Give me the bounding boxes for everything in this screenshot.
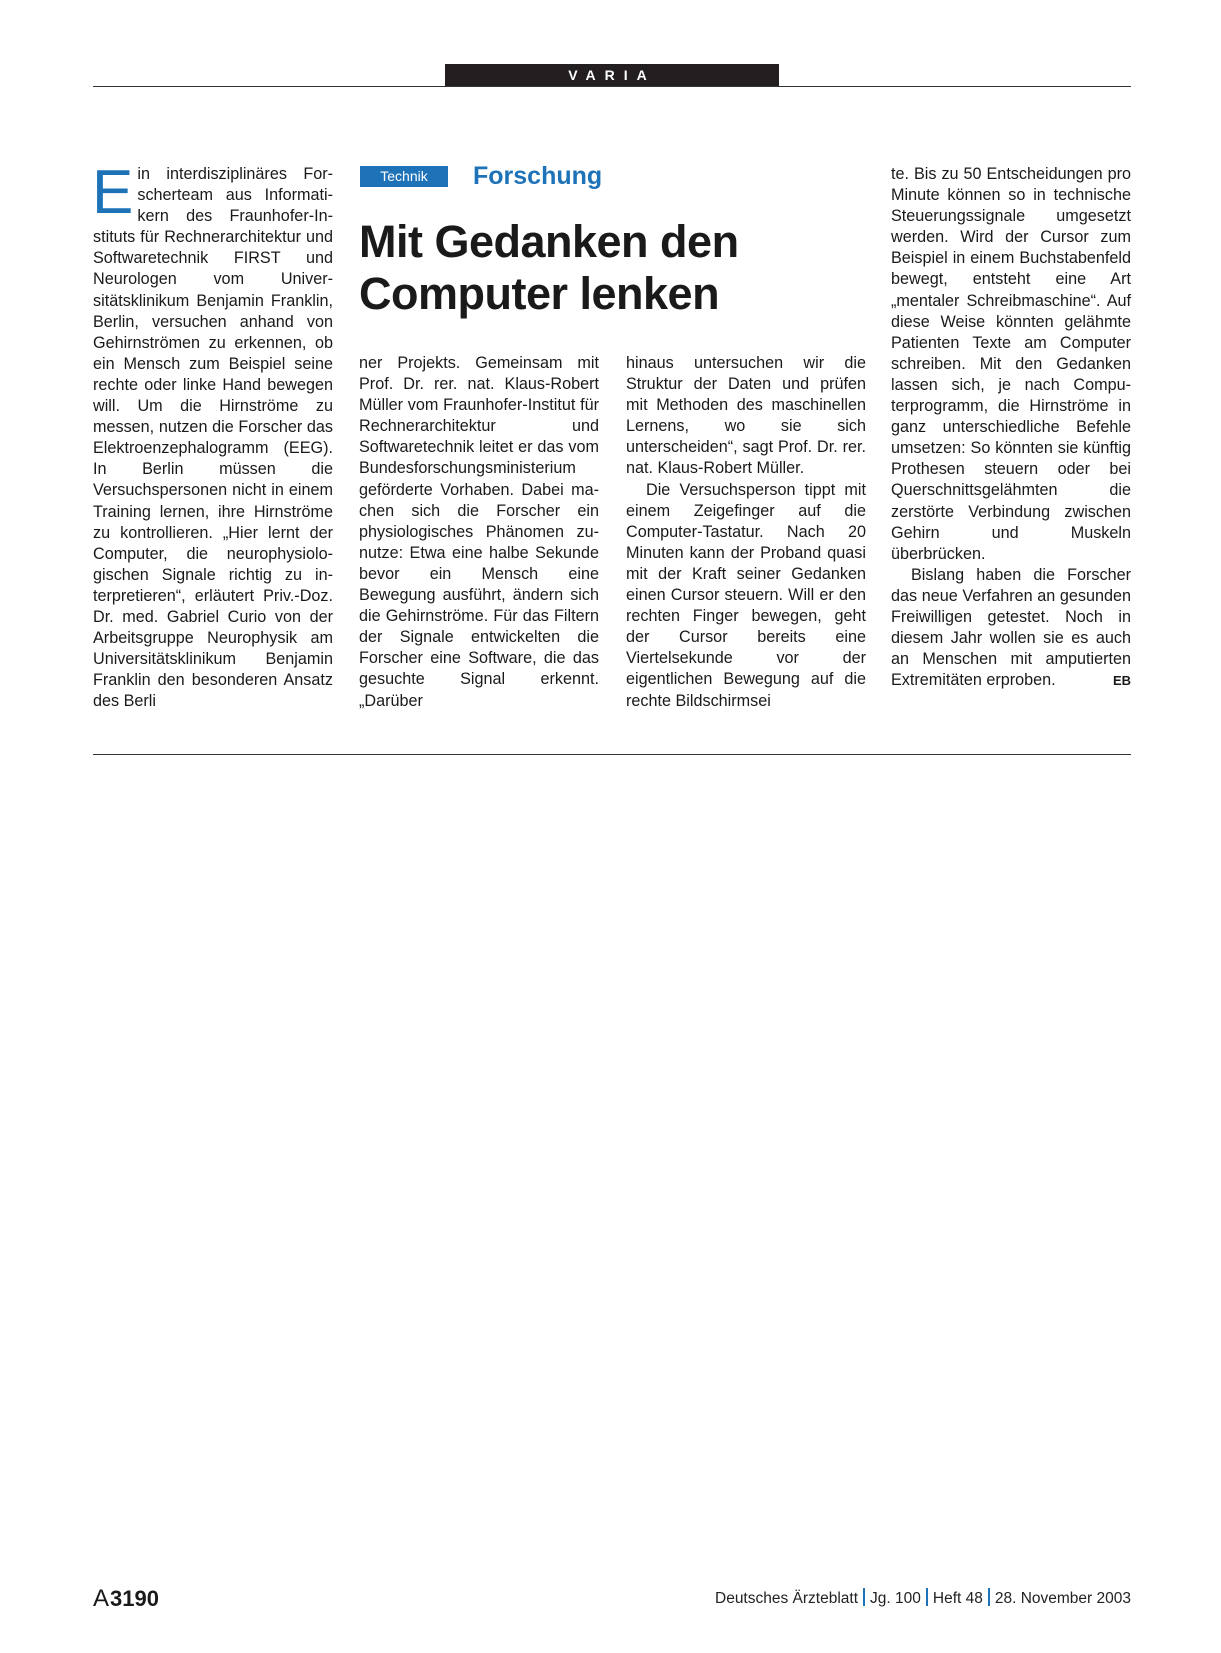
article-column-4 — [891, 164, 1131, 691]
col4-text: Bislang haben die Forscher das neue Verfahren an gesunden Freiwilligen getestet. Noch in diesem Jahr wollen sie es auch an Menschen mit amputierten Extremitäten erproben. — [891, 565, 1131, 690]
dropcap: E — [92, 158, 134, 227]
category-tag: Technik — [360, 166, 448, 187]
col2-text: ner Projekts. Gemeinsam mit Prof. Dr. rer. nat. Klaus-Robert Müller vom Fraunhofer-Institut für Rechnerarchitektur und Softwaretechnik leitet er das vom Bundesforschungsministerium geförderte Vorhaben. Dabei machen sich die Forscher ein physiologisches Phänomen zunutze: Etwa eine halbe Sekunde bevor ein Mensch eine Bewegung ausführt, ändern sich die Gehirnströme. Für das Filtern der Signale entwickelten die Forscher eine Software, die das gesuchte Signal erkennt. „Darüber — [359, 354, 599, 710]
author-signature: EB — [1112, 673, 1131, 689]
article-end-rule — [93, 754, 1131, 755]
footer-separator — [926, 1588, 928, 1606]
col4-paragraph-2 — [891, 565, 1131, 692]
col3-paragraph-2: Die Versuchsperson tippt mit einem Zeigefinger auf die Computer-Tastatur. Nach 20 Minuten kann der Proband quasi mit der Kraft seiner Gedanken einen Cursor steuern. Will er den rechten Finger bewegen, geht der Cursor bereits eine Viertelsekunde vor der eigentlichen Bewegung auf die rechte Bildschirmsei — [626, 480, 866, 710]
article-column-1 — [92, 158, 333, 712]
col1-text: in interdisziplinäres Forscherteam aus Informatikern des Fraunhofer-Instituts für Rechnerarchitektur und Softwaretechnik FIRST und Neurologen vom Universitätsklinikum Benjamin Franklin, Berlin, versuchen anhand von Gehirnströmen zu erkennen, ob ein Mensch zum Beispiel seine rechte oder linke Hand bewegen will. Um die Hirnströme zu messen, nutzen die Forscher das Elektroenzephalogramm (EEG). In Berlin müssen die Versuchspersonen nicht in einem Training lernen, ihre Hirnströme zu kontrollieren. „Hier lernt der Computer, die neurophysiologischen Signale richtig zu interpretieren“, erläutert Priv.-Doz. Dr. med. Gabriel Curio von der Arbeitsgruppe Neurophysik am Universitätsklinikum Benjamin Franklin den besonderen Ansatz des Berli — [93, 165, 333, 711]
journal-date: 28. November 2003 — [994, 1590, 1131, 1607]
journal-volume: Jg. 100 — [870, 1590, 921, 1607]
col4-paragraph-1: te. Bis zu 50 Entscheidungen pro Minute können so in technische Steuerungssignale umgesetzt werden. Wird der Cursor zum Beispiel in einem Buchstabenfeld bewegt, entsteht eine Art „mentaler Schreibmaschine“. Auf diese Weise könnten gelähmte Patienten Texte am Computer schreiben. Mit den Gedanken lassen sich, je nach Computerprogramm, die Hirnströme in ganz unterschiedliche Befehle umsetzen: So könnten sie künftig Prothesen steuern oder bei Querschnittsgelähmten die zerstörte Verbindung zwischen Gehirn und Muskeln überbrücken. — [891, 165, 1131, 563]
header-rule — [93, 86, 1131, 87]
rubric-title: Forschung — [473, 162, 603, 190]
article-headline: Mit Gedanken den Computer lenken — [359, 216, 739, 319]
lead-paragraph — [92, 158, 333, 712]
page-prefix: A — [93, 1585, 110, 1612]
col3-paragraph-1: hinaus untersuchen wir die Struktur der Daten und prüfen mit Methoden des maschinellen Lernens, wo sie sich unterscheiden“, sagt Prof. Dr. rer. nat. Klaus-Robert Müller. — [626, 354, 866, 478]
journal-name: Deutsches Ärzteblatt — [715, 1590, 859, 1607]
section-label: VARIA — [445, 64, 779, 86]
journal-issue: Heft 48 — [932, 1590, 983, 1607]
journal-footer — [715, 1588, 1131, 1610]
article-column-3 — [626, 353, 866, 712]
article-column-2 — [359, 353, 599, 712]
footer-separator — [988, 1588, 990, 1606]
page-number: 3190 — [110, 1586, 159, 1611]
footer-separator — [863, 1588, 865, 1606]
